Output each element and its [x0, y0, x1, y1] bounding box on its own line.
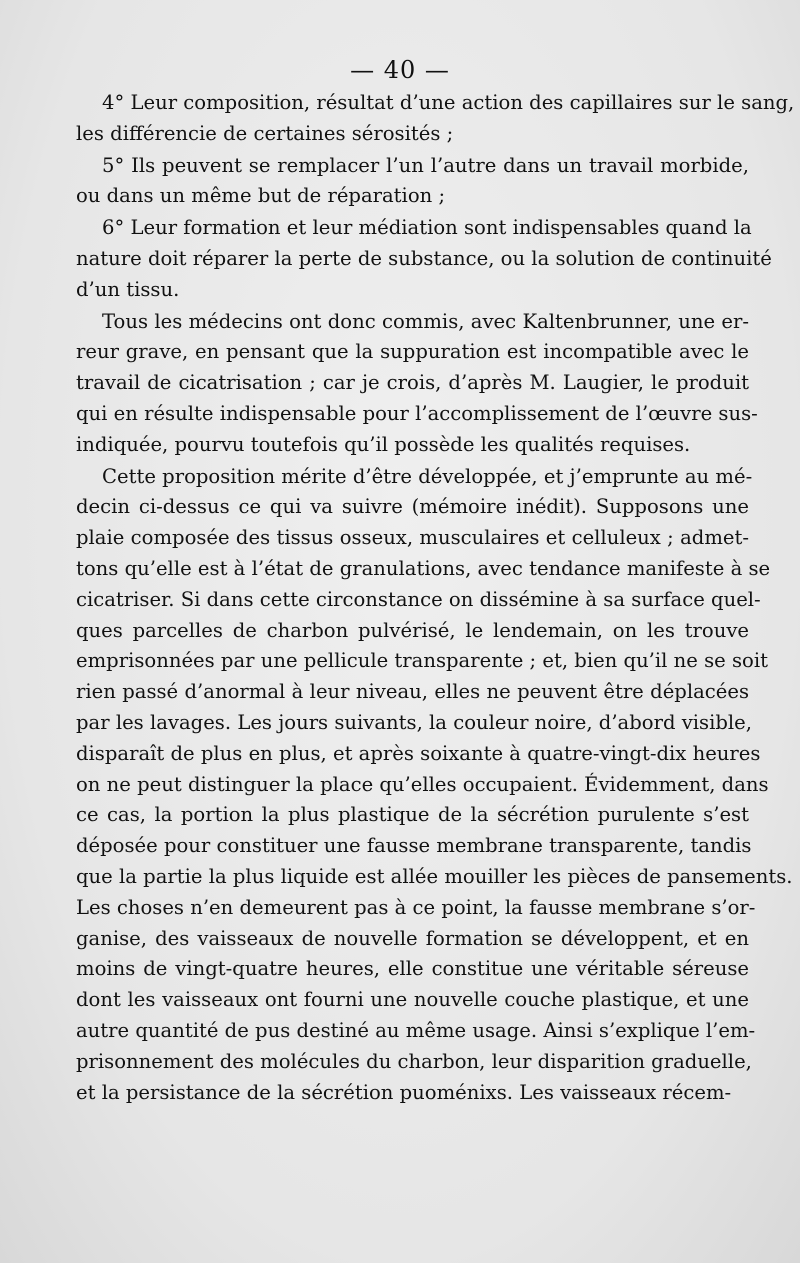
text-line: tons qu’elle est à l’état de granulations, avec tendance manifeste à se — [76, 556, 771, 580]
text-line: par les lavages. Les jours suivants, la couleur noire, d’abord visible, — [76, 710, 753, 734]
paragraph — [76, 88, 795, 150]
text-line: indiquée, pourvu toutefois qu’il possède les qualités requises. — [76, 432, 691, 456]
text-line: et la persistance de la sécrétion puoménixs. Les vaisseaux récem- — [76, 1080, 732, 1104]
paragraph — [76, 213, 772, 305]
text-line: plaie composée des tissus osseux, musculaires et celluleux ; admet- — [76, 526, 749, 550]
text-line: 5° Ils peuvent se remplacer l’un l’autre dans un travail morbide, — [102, 153, 749, 177]
text-line: reur grave, en pensant que la suppuration est incompatible avec le — [76, 340, 749, 364]
text-line: que la partie la plus liquide est allée mouiller les pièces de pansements. — [76, 864, 793, 888]
text-line: ques parcelles de charbon pulvérisé, le lendemain, on les trouve — [76, 618, 749, 642]
text-line: prisonnement des molécules du charbon, leur disparition graduelle, — [76, 1049, 752, 1073]
text-line: Les choses n’en demeurent pas à ce point, la fausse membrane s’or- — [76, 895, 756, 919]
text-line: moins de vingt-quatre heures, elle constitue une véritable séreuse — [76, 957, 749, 981]
text-line: travail de cicatrisation ; car je crois, d’après M. Laugier, le produit — [76, 371, 749, 395]
text-line: 6° Leur formation et leur médiation sont indispensables quand la — [102, 216, 752, 240]
text-line: decin ci-dessus ce qui va suivre (mémoire inédit). Supposons une — [76, 495, 749, 519]
text-line: ganise, des vaisseaux de nouvelle formation se développent, et en — [76, 926, 749, 950]
text-line: qui en résulte indispensable pour l’accomplissement de l’œuvre sus- — [76, 401, 758, 425]
text-line: 4° Leur composition, résultat d’une action des capillaires sur le sang, — [102, 91, 795, 114]
text-line: nature doit réparer la perte de substance, ou la solution de continuité — [76, 246, 772, 270]
page-number: — 40 — — [350, 56, 450, 84]
paragraph — [76, 151, 749, 213]
paragraph — [76, 462, 793, 1109]
text-line: dont les vaisseaux ont fourni une nouvelle couche plastique, et une — [76, 988, 749, 1012]
text-line: cicatriser. Si dans cette circonstance on dissémine à sa surface quel- — [76, 587, 761, 611]
text-line: les différencie de certaines sérosités ; — [76, 121, 454, 145]
text-line: rien passé d’anormal à leur niveau, elles ne peuvent être déplacées — [76, 680, 749, 704]
text-line: disparaît de plus en plus, et après soixante à quatre-vingt-dix heures — [76, 741, 761, 765]
text-line: autre quantité de pus destiné au même usage. Ainsi s’explique l’em- — [76, 1018, 756, 1042]
text-line: ou dans un même but de réparation ; — [76, 184, 446, 208]
text-line: Tous les médecins ont donc commis, avec Kaltenbrunner, une er- — [102, 309, 749, 333]
paragraph — [76, 307, 758, 461]
text-line: d’un tissu. — [76, 277, 180, 301]
text-line: emprisonnées par une pellicule transparente ; et, bien qu’il ne se soit — [76, 649, 768, 673]
text-line: Cette proposition mérite d’être développée, et j’emprunte au mé- — [102, 464, 753, 488]
text-line: déposée pour constituer une fausse membrane transparente, tandis — [76, 834, 752, 858]
body-text — [76, 88, 795, 1109]
text-line: ce cas, la portion la plus plastique de la sécrétion purulente s’est — [76, 803, 749, 827]
text-line: on ne peut distinguer la place qu’elles occupaient. Évidemment, dans — [76, 772, 769, 796]
